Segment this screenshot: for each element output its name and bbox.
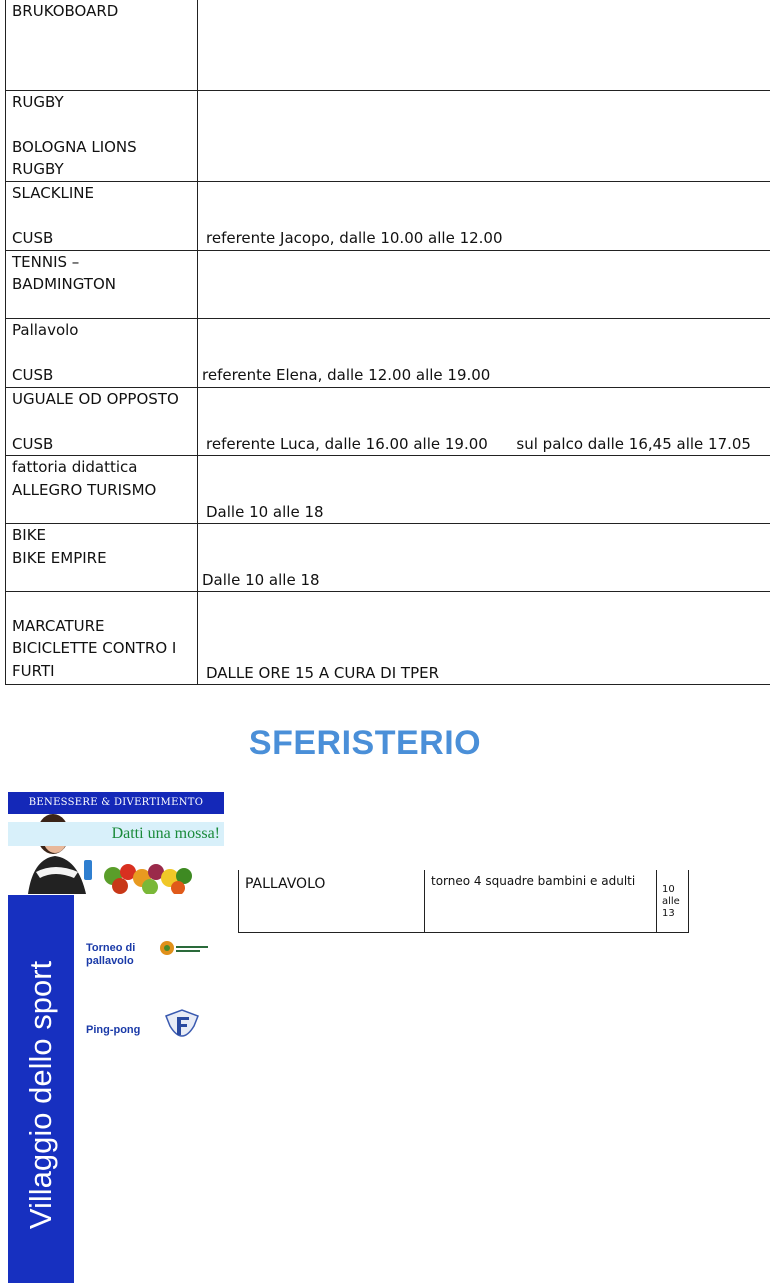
table-row [6, 0, 770, 90]
section-title: SFERISTERIO [248, 724, 482, 762]
fitet-logo-icon [162, 1008, 202, 1050]
activities-table [5, 0, 770, 685]
activity-name: RUGBY BOLOGNA LIONS RUGBY [6, 90, 198, 181]
sferisterio-description: torneo 4 squadre bambini e adulti [425, 870, 657, 932]
table-row [6, 90, 770, 181]
poster-slogan [8, 822, 224, 846]
poster-sidebar [8, 895, 74, 1283]
activity-name: MARCATURE BICICLETTE CONTRO I FURTI [6, 592, 198, 685]
table-row [239, 870, 689, 932]
activity-name: fattoria didattica ALLEGRO TURISMO [6, 456, 198, 524]
activity-info: Dalle 10 alle 18 [198, 456, 770, 524]
table-row [6, 318, 770, 387]
table-row [6, 181, 770, 250]
table-row [6, 387, 770, 456]
activity-name: UGUALE OD OPPOSTO CUSB [6, 387, 198, 456]
activity-info [198, 0, 770, 90]
activity-info: referente Jacopo, dalle 10.00 alle 12.00 [198, 181, 770, 250]
sferisterio-table [238, 870, 689, 933]
activity-name: TENNIS – BADMINGTON [6, 250, 198, 318]
activity-info: Dalle 10 alle 18 [198, 524, 770, 592]
poster-image [8, 792, 224, 1282]
poster-item-pingpong: Ping-pong [86, 1024, 141, 1036]
activity-info [198, 250, 770, 318]
sferisterio-sport: PALLAVOLO [239, 870, 425, 932]
activity-name: BIKE BIKE EMPIRE [6, 524, 198, 592]
table-row [6, 524, 770, 592]
sferisterio-time: 10 alle 13 [657, 870, 689, 932]
slogan-text: Datti una mossa! [111, 825, 220, 842]
table-row [6, 592, 770, 685]
activity-info: referente Elena, dalle 12.00 alle 19.00 [198, 318, 770, 387]
activity-info [198, 90, 770, 181]
activity-info: DALLE ORE 15 A CURA DI TPER [198, 592, 770, 685]
poster-banner: BENESSERE & DIVERTIMENTO [8, 792, 224, 814]
poster-item-volleyball: Torneo di pallavolo [86, 942, 136, 967]
sidebar-title: Villaggio dello sport [23, 960, 58, 1230]
activity-name: BRUKOBOARD [6, 0, 198, 90]
table-row [6, 250, 770, 318]
volleyball-logo-icon [158, 938, 210, 958]
activity-info: referente Luca, dalle 16.00 alle 19.00 sul palco dalle 16,45 alle 17.05 [198, 387, 770, 456]
activity-name: SLACKLINE CUSB [6, 181, 198, 250]
table-row [6, 456, 770, 524]
activity-name: Pallavolo CUSB [6, 318, 198, 387]
